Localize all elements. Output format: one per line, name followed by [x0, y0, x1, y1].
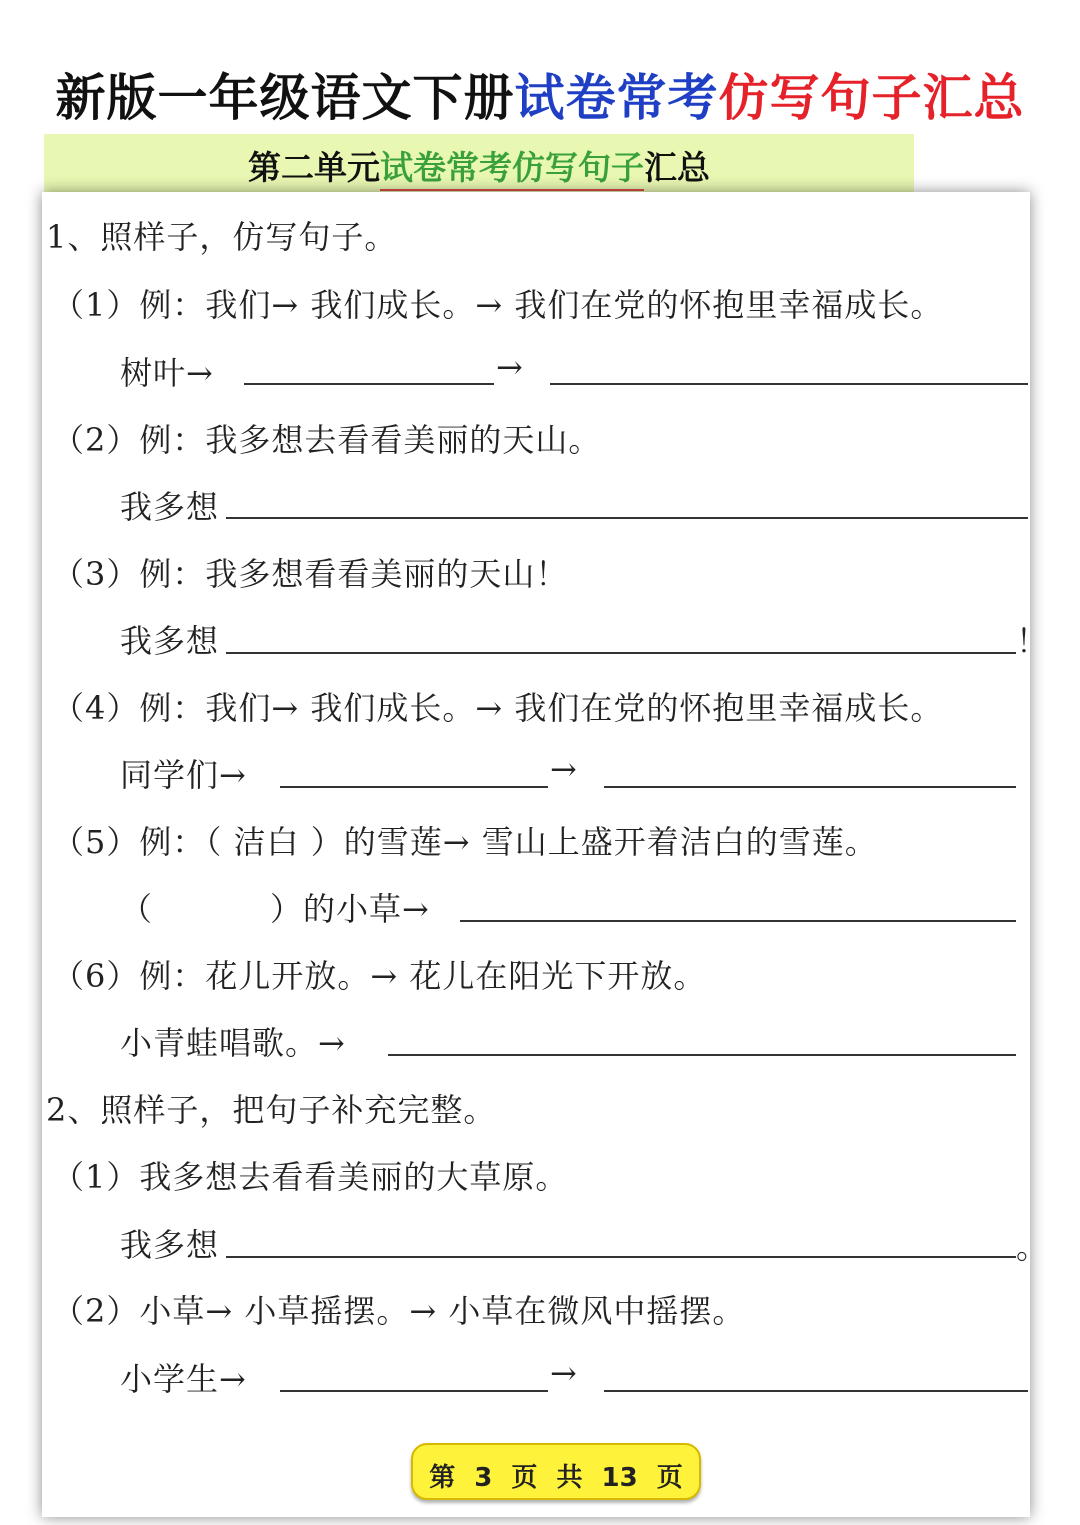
s2-q2-example: （2）小草→ 小草摇摆。→ 小草在微风中摇摆。 — [52, 1292, 746, 1330]
q4-blank-1[interactable] — [280, 786, 548, 788]
q3-blank[interactable] — [226, 652, 1016, 654]
q2-prompt: 我多想 — [120, 488, 220, 526]
s2-q2-arrow: → — [550, 1354, 578, 1392]
title-part-black: 新版一年级语文下册 — [55, 69, 515, 127]
q4-prompt: 同学们→ — [120, 756, 247, 794]
page-number-badge — [411, 1443, 701, 1500]
banner-unit: 第二单元 — [248, 148, 380, 187]
section1-heading: 1、照样子，仿写句子。 — [46, 218, 398, 256]
s2-q1-example: （1）我多想去看看美丽的大草原。 — [52, 1158, 569, 1196]
page-title — [0, 58, 1080, 130]
q2-example: （2）例：我多想去看看美丽的天山。 — [52, 421, 602, 459]
q3-example: （3）例：我多想看看美丽的天山！ — [52, 555, 569, 593]
q5-prompt: ）的小草→ — [270, 890, 430, 928]
q1-blank-1[interactable] — [244, 383, 494, 385]
q3-end-mark: ！ — [1016, 622, 1050, 660]
unit-banner — [44, 134, 914, 198]
q6-prompt: 小青蛙唱歌。→ — [120, 1024, 346, 1062]
unit-banner-text — [44, 142, 914, 189]
q5-example: （5）例：（ 洁白 ）的雪莲→ 雪山上盛开着洁白的雪莲。 — [52, 823, 878, 861]
title-part-blue: 试卷常考 — [514, 69, 719, 127]
s2-q2-blank-2[interactable] — [604, 1390, 1028, 1392]
s2-q1-blank[interactable] — [226, 1256, 1016, 1258]
q1-example: （1）例：我们→ 我们成长。→ 我们在党的怀抱里幸福成长。 — [52, 286, 944, 324]
s2-q1-prompt: 我多想 — [120, 1226, 220, 1264]
q4-blank-2[interactable] — [604, 786, 1016, 788]
q1-blank-2[interactable] — [550, 383, 1028, 385]
section2-heading: 2、照样子，把句子补充完整。 — [46, 1091, 497, 1129]
q4-example: （4）例：我们→ 我们成长。→ 我们在党的怀抱里幸福成长。 — [52, 689, 944, 727]
q6-example: （6）例：花儿开放。→ 花儿在阳光下开放。 — [52, 957, 707, 995]
banner-suffix: 汇总 — [644, 148, 710, 187]
q5-blank[interactable] — [460, 920, 1016, 922]
banner-highlight: 试卷常考仿写句子 — [380, 148, 644, 191]
s2-q2-prompt: 小学生→ — [120, 1360, 247, 1398]
q5-paren-open: （ — [120, 890, 154, 928]
q3-prompt: 我多想 — [120, 622, 220, 660]
q2-blank[interactable] — [226, 517, 1028, 519]
q1-arrow: → — [496, 348, 524, 386]
q6-blank[interactable] — [388, 1054, 1016, 1056]
page-number-label: 第 3 页 共 13 页 — [429, 1463, 683, 1493]
q4-arrow: → — [550, 750, 578, 788]
s2-q1-end-mark: 。 — [1016, 1228, 1050, 1266]
title-part-red: 仿写句子汇总 — [718, 69, 1025, 127]
q1-prompt: 树叶→ — [120, 354, 214, 392]
s2-q2-blank-1[interactable] — [280, 1390, 548, 1392]
